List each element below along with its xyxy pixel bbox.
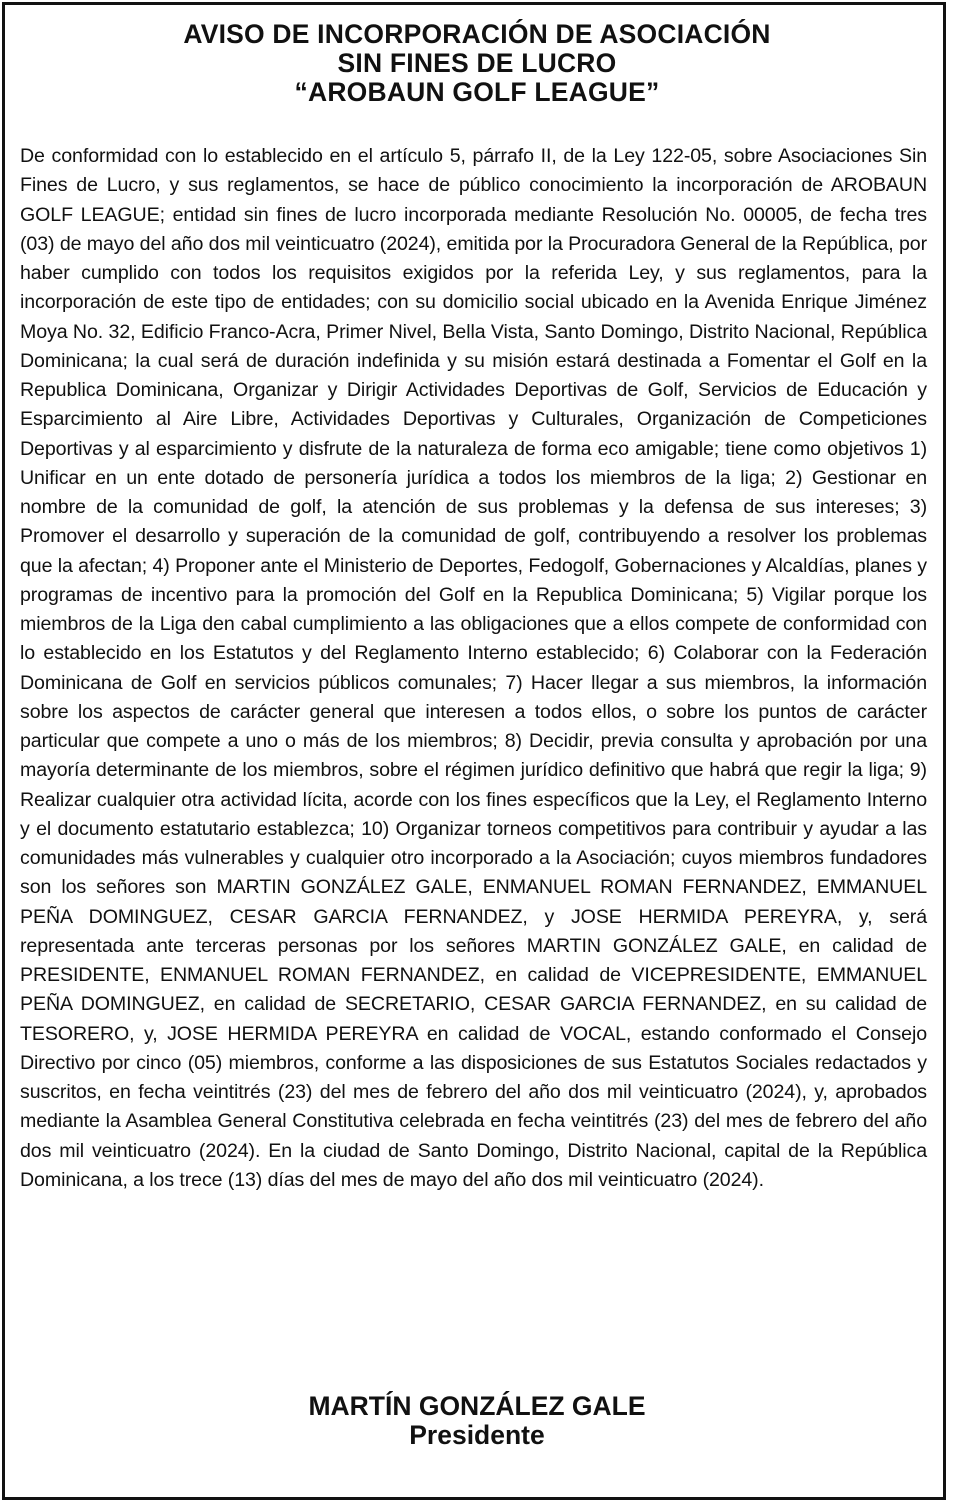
notice-body: De conformidad con lo establecido en el artículo 5, párrafo II, de la Ley 122-05, sobre Asociaciones Sin Fines de Lucro, y sus reglamentos, se hace de público conocimiento la incorporación de AROBAUN GOLF LEAGUE; entidad sin fines de lucro incorporada mediante Resolución No. 00005, de fecha tres (03) de mayo del año dos mil veinticuatro (2024), emitida por la Procuradora General de la República, por haber cumplido con todos los requisitos exigidos por la referida Ley, y sus reglamentos, para la incorporación de este tipo de entidades; con su domicilio social ubicado en la Avenida Enrique Jiménez Moya No. 32, Edificio Franco-Acra, Primer Nivel, Bella Vista, Santo Domingo, Distrito Nacional, República Dominicana; la cual será de duración indefinida y su misión estará destinada a Fomentar el Golf en la Republica Dominicana, Organizar y Dirigir Actividades Deportivas de Golf, Servicios de Educación y Esparcimiento al Aire Libre, Actividades Deportivas y Culturales, Organización de Competiciones Deportivas y al esparcimiento y disfrute de la naturaleza de forma eco amigable; tiene como objetivos 1) Unificar en un ente dotado de personería jurídica a todos los miembros de la liga; 2) Gestionar en nombre de la comunidad de golf, la atención de sus problemas y la defensa de sus intereses; 3) Promover el desarrollo y superación de la comunidad de golf, contribuyendo a resolver los problemas que la afectan; 4) Proponer ante el Ministerio de Deportes, Fedogolf, Gobernaciones y Alcaldías, planes y programas de incentivo para la promoción del Golf en la Republica Dominicana; 5) Vigilar porque los miembros de la Liga den cabal cumplimiento a las obligaciones que a ellos compete de conformidad con lo establecido en los Estatutos y del Reglamento Interno establecido; 6) Colaborar con la Federación Dominicana de Golf en servicios públicos comunales; 7) Hacer llegar a sus miembros, la información sobre los aspectos de carácter general que interesen a todos ellos, o sobre los puntos de carácter particular que compete a uno o más de los miembros; 8) Decidir, previa consulta y aprobación por una mayoría determinante de los miembros, sobre el régimen jurídico definitivo que habrá que regir la liga; 9) Realizar cualquier otra actividad lícita, acorde con los fines específicos que la Ley, el Reglamento Interno y el documento estatutario establezca; 10) Organizar torneos competitivos para contribuir y ayudar a las comunidades más vulnerables y cualquier otro incorporado a la Asociación; cuyos miembros fundadores son los señores son MARTIN GONZÁLEZ GALE, ENMANUEL ROMAN FERNANDEZ, EMMANUEL PEÑA DOMINGUEZ, CESAR GARCIA FERNANDEZ, y JOSE HERMIDA PEREYRA, y, será representada ante terceras personas por los señores MARTIN GONZÁLEZ GALE, en calidad de PRESIDENTE, ENMANUEL ROMAN FERNANDEZ, en calidad de VICEPRESIDENTE, EMMANUEL PEÑA DOMINGUEZ, en calidad de SECRETARIO, CESAR GARCIA FERNANDEZ, en su calidad de TESORERO, y, JOSE HERMIDA PEREYRA en calidad de VOCAL, estando conformado el Consejo Directivo por cinco (05) miembros, conforme a las disposiciones de sus Estatutos Sociales redactados y suscritos, en fecha veintitrés (23) del mes de febrero del año dos mil veinticuatro (2024), y, aprobados mediante la Asamblea General Constitutiva celebrada en fecha veintitrés (23) del mes de febrero del año dos mil veinticuatro (2024). En la ciudad de Santo Domingo, Distrito Nacional, capital de la República Dominicana, a los trece (13) días del mes de mayo del año dos mil veinticuatro (2024). [20,145,927,1191]
signature-block [0,1392,954,1450]
signatory-name: MARTÍN GONZÁLEZ GALE [308,1391,646,1421]
title-line-2: SIN FINES DE LUCRO [337,48,617,78]
title-line-1: AVISO DE INCORPORACIÓN DE ASOCIACIÓN [183,19,771,49]
notice-title [0,20,954,107]
signatory-role: Presidente [409,1420,545,1450]
title-line-3: “AROBAUN GOLF LEAGUE” [294,77,660,107]
